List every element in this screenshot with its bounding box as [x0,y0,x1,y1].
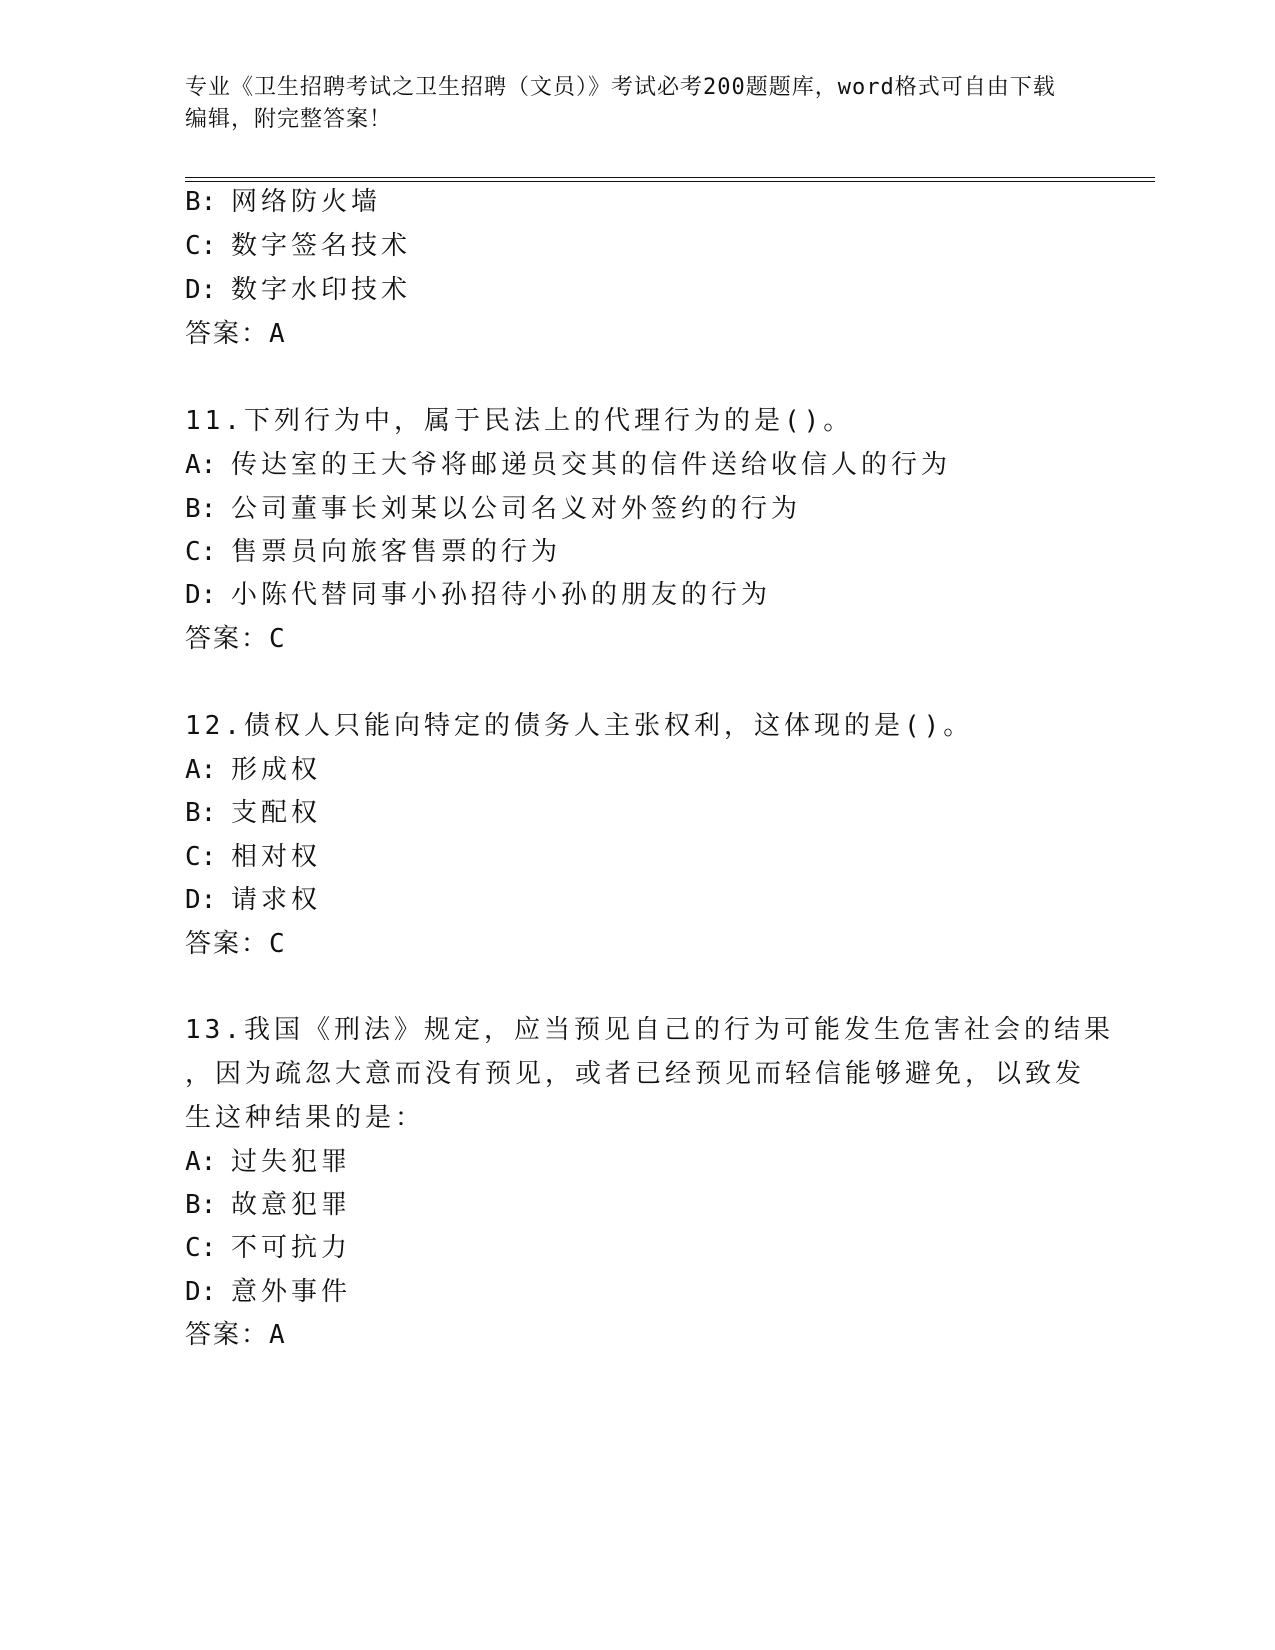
option-row [185,450,951,480]
question-stem: 11.下列行为中，属于民法上的代理行为的是()。 [185,406,854,436]
question-stem: 12.债权人只能向特定的债务人主张权利，这体现的是()。 [185,711,974,741]
option-row [185,580,771,610]
option-letter: C: [185,231,217,261]
option-text: 传达室的王大爷将邮递员交其的信件送给收信人的行为 [231,450,952,480]
option-letter: D: [185,1277,217,1307]
option-row [185,1233,351,1263]
option-letter: A: [185,1147,217,1177]
option-letter: D: [185,275,217,305]
answer-label: 答案： [185,1320,270,1350]
option-row [185,187,381,217]
header-divider-bottom [185,181,1155,182]
option-letter: C: [185,537,217,567]
option-text: 支配权 [231,798,322,828]
answer-value: A [269,1320,287,1350]
question-stem: 13.我国《刑法》规定，应当预见自己的行为可能发生危害社会的结果 [185,1015,1114,1045]
answer-value: C [269,624,287,654]
option-row [185,275,411,305]
option-text: 小陈代替同事小孙招待小孙的朋友的行为 [231,580,772,610]
answer-line [185,1320,287,1350]
option-text: 过失犯罪 [231,1147,352,1177]
answer-value: A [269,319,287,349]
option-text: 数字签名技术 [231,231,412,261]
option-letter: B: [185,798,217,828]
option-text: 形成权 [231,755,322,785]
header-divider-top [185,177,1155,178]
option-letter: C: [185,1233,217,1263]
answer-line [185,319,287,349]
option-text: 售票员向旅客售票的行为 [231,537,562,567]
answer-line [185,929,287,959]
option-letter: B: [185,1190,217,1220]
option-text: 意外事件 [231,1277,352,1307]
option-letter: C: [185,842,217,872]
option-row [185,231,411,261]
option-row [185,798,321,828]
option-row [185,885,321,915]
answer-line [185,624,287,654]
option-text: 请求权 [231,885,322,915]
document-header: 专业《卫生招聘考试之卫生招聘（文员）》考试必考200题题库，word格式可自由下载编辑，附完整答案！ [185,75,1056,132]
option-text: 故意犯罪 [231,1190,352,1220]
answer-label: 答案： [185,624,270,654]
option-row [185,842,321,872]
question-stem: ，因为疏忽大意而没有预见，或者已经预见而轻信能够避免，以致发 [185,1059,1086,1089]
option-letter: A: [185,755,217,785]
option-text: 网络防火墙 [231,187,382,217]
answer-value: C [269,929,287,959]
option-text: 公司董事长刘某以公司名义对外签约的行为 [231,494,802,524]
answer-label: 答案： [185,319,270,349]
option-row [185,494,801,524]
option-text: 不可抗力 [231,1233,352,1263]
option-letter: D: [185,580,217,610]
option-letter: B: [185,187,217,217]
option-text: 数字水印技术 [231,275,412,305]
option-letter: A: [185,450,217,480]
option-letter: B: [185,494,217,524]
option-row [185,1190,351,1220]
option-row [185,537,561,567]
option-row [185,1147,351,1177]
option-row [185,1277,351,1307]
option-row [185,755,321,785]
option-letter: D: [185,885,217,915]
option-text: 相对权 [231,842,322,872]
question-stem: 生这种结果的是： [185,1103,426,1133]
answer-label: 答案： [185,929,270,959]
